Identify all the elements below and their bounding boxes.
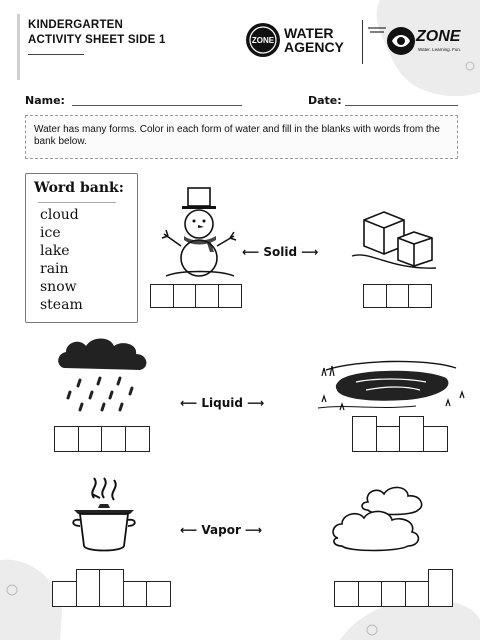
letter-box[interactable] — [76, 569, 101, 607]
instructions-text: Water has many forms. Color in each form of water and fill in the blanks with words from the bank below. — [34, 124, 440, 147]
arrow-right-icon: ⟶ — [297, 245, 319, 259]
word-bank-word: rain — [40, 261, 69, 277]
letter-box[interactable] — [363, 284, 387, 308]
vapor-answer-boxes-right[interactable] — [334, 569, 458, 609]
word-bank-word: ice — [40, 225, 61, 241]
letter-box[interactable] — [146, 581, 171, 607]
arrow-right-icon: ⟶ — [240, 523, 263, 537]
letter-box[interactable] — [150, 284, 174, 308]
name-input-line[interactable] — [72, 105, 242, 106]
liquid-answer-boxes-right[interactable] — [352, 416, 448, 452]
zone-logo — [372, 22, 467, 62]
word-bank-word: steam — [40, 297, 83, 313]
letter-box[interactable] — [101, 426, 126, 452]
agency-name-line2: AGENCY — [284, 39, 344, 55]
name-label: Name: — [25, 94, 65, 107]
header-accent-bar — [17, 14, 20, 80]
date-label: Date: — [308, 94, 342, 107]
letter-box[interactable] — [99, 569, 124, 607]
letter-box[interactable] — [334, 581, 359, 607]
arrow-left-icon: ⟵ — [180, 396, 202, 410]
vapor-label: Vapor — [201, 523, 241, 537]
solid-answer-boxes-right[interactable] — [363, 284, 431, 308]
letter-box[interactable] — [173, 284, 197, 308]
date-input-line[interactable] — [345, 105, 458, 106]
instructions-box — [25, 115, 458, 159]
zone-tagline: Water. Learning. Fun. — [418, 47, 462, 52]
solid-label: Solid — [263, 245, 298, 259]
zone-logo-text: ZONE — [416, 28, 461, 45]
zone-badge-text: ZONE — [251, 36, 275, 45]
letter-box[interactable] — [423, 426, 448, 452]
solid-answer-boxes-left[interactable] — [150, 284, 240, 308]
letter-box[interactable] — [78, 426, 103, 452]
lake-icon — [316, 356, 466, 416]
zone-swirl-icon — [386, 24, 416, 58]
word-bank-word: snow — [40, 279, 77, 295]
letter-box[interactable] — [405, 581, 430, 607]
letter-box[interactable] — [123, 581, 148, 607]
liquid-label: Liquid — [201, 396, 243, 410]
letter-box[interactable] — [218, 284, 242, 308]
word-bank-underline — [38, 202, 116, 203]
arrow-right-icon: ⟶ — [243, 396, 265, 410]
liquid-answer-boxes-left[interactable] — [54, 426, 148, 452]
header-divider — [362, 20, 363, 64]
letter-box[interactable] — [195, 284, 219, 308]
letter-box[interactable] — [52, 581, 77, 607]
word-bank-title: Word bank: — [34, 180, 124, 196]
zone-badge-icon — [245, 22, 281, 58]
letter-box[interactable] — [428, 569, 453, 607]
title-underline — [28, 54, 84, 55]
letter-box[interactable] — [125, 426, 150, 452]
letter-box[interactable] — [381, 581, 406, 607]
letter-box[interactable] — [54, 426, 79, 452]
water-agency-logo — [245, 20, 355, 62]
letter-box[interactable] — [358, 581, 383, 607]
letter-box[interactable] — [376, 426, 401, 452]
clouds-icon — [328, 482, 458, 562]
ice-cubes-icon — [350, 208, 440, 278]
snowman-icon — [160, 186, 240, 278]
page-title — [28, 18, 166, 48]
letter-box[interactable] — [408, 284, 432, 308]
word-bank-word: lake — [40, 243, 70, 259]
word-bank-word: cloud — [40, 207, 79, 223]
vapor-answer-boxes-left[interactable] — [52, 569, 172, 609]
word-bank — [25, 173, 138, 323]
arrow-left-icon: ⟵ — [180, 523, 202, 537]
letter-box[interactable] — [352, 416, 377, 452]
rain-cloud-icon — [54, 336, 154, 416]
liquid-label-group — [180, 396, 264, 410]
solid-label-group — [242, 245, 318, 259]
page-title-line2: ACTIVITY SHEET SIDE 1 — [28, 34, 166, 46]
arrow-left-icon: ⟵ — [242, 245, 264, 259]
agency-name-line1: WATER — [284, 25, 334, 41]
zone-lines-icon — [368, 26, 388, 36]
page-title-line1: KINDERGARTEN — [28, 19, 124, 31]
vapor-label-group — [180, 523, 262, 537]
steaming-pot-icon — [64, 474, 144, 554]
letter-box[interactable] — [399, 416, 424, 452]
letter-box[interactable] — [386, 284, 410, 308]
